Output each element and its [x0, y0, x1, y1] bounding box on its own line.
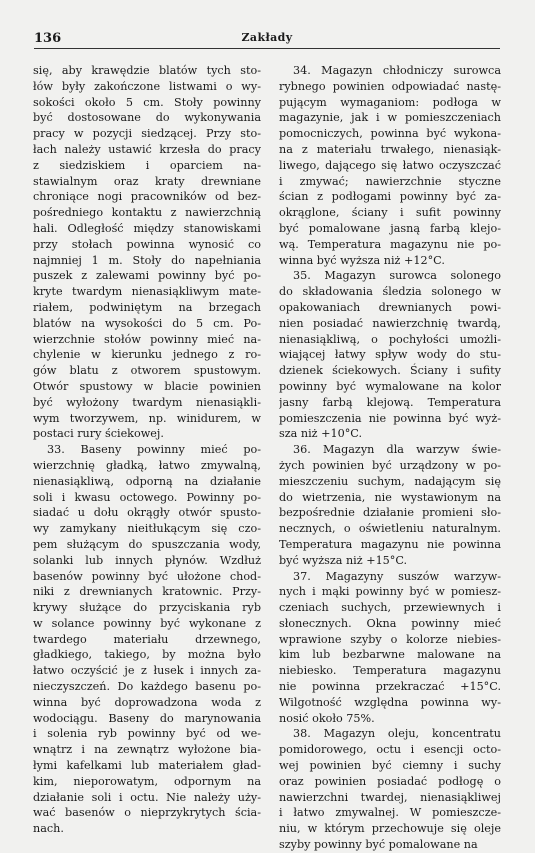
text-line: działanie soli i octu. Nie należy uży- [33, 790, 261, 804]
text-line: wierzchnię gładką, łatwo zmywalną, [33, 458, 261, 472]
text-line: wodociągu. Baseny do marynowania [33, 711, 261, 725]
text-line: chylenie w kierunku jednego z ro- [33, 348, 261, 362]
text-line: w solance powinny być wykonane z [33, 616, 261, 630]
text-line: stawialnym oraz kraty drewniane [33, 174, 261, 188]
text-line: łymi kafelkami lub materiałem gład- [33, 759, 261, 773]
text-line: siadać u dołu okrągły otwór spusto- [33, 506, 261, 520]
text-line: ścian z podłogami powinny być za- [279, 190, 501, 204]
text-line: nosić około 75%. [279, 711, 375, 725]
text-line: na z materiału trwałego, nienasiąk- [279, 142, 501, 156]
text-line: wą. Temperatura magazynu nie po- [279, 237, 501, 251]
text-line: pomieszczenia nie powinna być wyż- [279, 411, 501, 425]
text-line: hali. Odległość między stanowiskami [33, 221, 261, 235]
text-line: łatwo oczyścić je z łusek i innych za- [33, 664, 261, 678]
page-header [34, 28, 500, 48]
text-line: nieczyszczeń. Do każdego basenu po- [33, 680, 261, 694]
text-line: wy zamykany nieitłukącym się czo- [33, 522, 261, 536]
text-line: winna być wyższa niż +12°C. [279, 253, 445, 267]
left-column [33, 63, 261, 837]
text-line: się, aby krawędzie blatów tych sto- [33, 64, 261, 77]
text-line: oraz powinien posiadać podłogę o [279, 774, 501, 788]
text-line: nie powinna przekraczać +15°C. [279, 680, 501, 694]
text-line: żych powinien być urządzony w po- [279, 458, 501, 472]
text-line: pującym wymaganiom: podłoga w [279, 95, 501, 109]
text-line: kim lub bezbarwne malowane na [279, 648, 501, 662]
text-line: nych i mąki powinny być w pomiesz- [279, 585, 501, 599]
text-line: być wyłożony twardym nienasiąkli- [33, 395, 261, 409]
text-line: do wietrzenia, nie wystawionym na [279, 490, 501, 504]
text-line: gów blatu z otworem spustowym. [33, 364, 261, 378]
text-line: powinny być wymalowane na kolor [279, 379, 501, 393]
text-line: magazynie, jak i w pomieszczeniach [279, 111, 501, 125]
text-line: wierzchnie stołów powinny mieć na- [33, 332, 261, 346]
text-line: być pomalowane jasną farbą klejo- [279, 221, 501, 235]
text-line: okrąglone, ściany i sufit powinny [279, 206, 501, 220]
text-line: jasny farbą klejową. Temperatura [279, 395, 501, 409]
text-line: pem służącym do spuszczania wody, [33, 537, 261, 551]
text-line: łach należy ustawić krzesła do pracy [33, 142, 261, 156]
text-line: pracy w pozycji siedzącej. Przy sto- [33, 127, 261, 141]
text-line: soli i kwasu octowego. Powinny po- [33, 490, 261, 504]
text-line: wym tworzywem, np. winidurem, w [33, 411, 261, 425]
text-line: pomocniczych, powinna być wykona- [279, 127, 501, 141]
text-line: szyby powinny być pomalowane na [279, 838, 478, 852]
text-line: kim, nieporowatym, odpornym na [33, 774, 261, 788]
text-line: nawierzchni twardej, nienasiąkliwej [279, 790, 501, 804]
text-line: opakowaniach drewnianych powi- [279, 300, 501, 314]
text-line: krywy służące do przyciskania ryb [33, 601, 261, 615]
text-line: i zmywać; nawierzchnie styczne [279, 174, 501, 188]
text-line: z siedziskiem i oparciem na- [33, 158, 261, 172]
text-line: do składowania śledzia solonego w [279, 285, 501, 299]
text-line: blatów na wysokości do 5 cm. Po- [33, 316, 261, 330]
text-line: najmniej 1 m. Stoły do napełniania [33, 253, 261, 267]
page-number: 136 [34, 31, 62, 46]
text-line: kryte twardym nienasiąkliwym mate- [33, 285, 261, 299]
text-line: i solenia ryb powinny być od we- [33, 727, 261, 741]
header-rule [34, 48, 500, 49]
text-line: być dostosowane do wykonywania [33, 111, 261, 125]
text-line: 36. Magazyn dla warzyw świe- [293, 443, 501, 457]
text-line: puszek z zalewami powinny być po- [33, 269, 261, 283]
text-line: wnątrz i na zewnątrz wyłożone bia- [33, 743, 261, 757]
text-line: czeniach suchych, przewiewnych i [279, 601, 501, 615]
text-line: 33. Baseny powinny mieć po- [47, 443, 261, 457]
text-line: liwego, dającego się łatwo oczyszczać [279, 158, 501, 172]
text-line: wej powinien być ciemny i suchy [279, 759, 501, 773]
text-line: nienasiąkliwą, o pochyłości umożli- [279, 332, 501, 346]
text-line: necznych, o oświetleniu naturalnym. [279, 522, 501, 536]
text-line: sza niż +10°C. [279, 427, 363, 441]
text-line: 38. Magazyn oleju, koncentratu [293, 727, 501, 741]
text-line: być wyższa niż +15°C. [279, 553, 408, 567]
text-line: i łatwo zmywalnej. W pomieszcze- [279, 806, 501, 820]
text-line: winna być doprowadzona woda z [33, 695, 261, 709]
text-line: chroniące nogi pracowników od bez- [33, 190, 261, 204]
text-line: nach. [33, 822, 64, 836]
text-line: wać basenów o nieprzykrytych ścia- [33, 806, 261, 820]
text-line: gładkiego, takiego, by można było [33, 648, 261, 662]
text-line: pośredniego kontaktu z nawierzchnią [33, 206, 261, 220]
text-line: wprawione szyby o kolorze niebies- [279, 632, 501, 646]
text-line: pomidorowego, octu i esencji octo- [279, 743, 501, 757]
text-line: nien posiadać nawierzchnię twardą, [279, 316, 501, 330]
text-line: postaci rury ściekowej. [33, 427, 164, 441]
text-line: niebiesko. Temperatura magazynu [279, 664, 501, 678]
text-line: twardego materiału drzewnego, [33, 632, 261, 646]
text-line: Temperatura magazynu nie powinna [279, 537, 501, 551]
text-line: niki z drewnianych kratownic. Przy- [33, 585, 261, 599]
text-line: rybnego powinien odpowiadać nastę- [279, 79, 501, 93]
text-line: riałem, podwiniętym na brzegach [33, 300, 261, 314]
text-line: 35. Magazyn surowca solonego [293, 269, 501, 283]
text-line: bezpośrednie działanie promieni sło- [279, 506, 501, 520]
text-line: 37. Magazyny suszów warzyw- [293, 569, 501, 583]
right-column [279, 63, 501, 853]
text-line: wiającej łatwy spływ wody do stu- [279, 348, 501, 362]
text-line: dzienek ściekowych. Ściany i sufity [279, 364, 501, 378]
text-line: słonecznych. Okna powinny mieć [279, 616, 501, 630]
text-line: solanki lub innych płynów. Wzdłuż [33, 553, 261, 567]
text-line: Otwór spustowy w blacie powinien [33, 379, 261, 393]
text-line: sokości około 5 cm. Stoły powinny [33, 95, 261, 109]
text-line: Wilgotność względna powinna wy- [279, 695, 501, 709]
text-line: łów były zakończone listwami o wy- [33, 79, 261, 93]
text-line: mieszczeniu suchym, nadającym się [279, 474, 501, 488]
text-line: 34. Magazyn chłodniczy surowca [293, 64, 501, 77]
text-line: przy stołach powinna wynosić co [33, 237, 261, 251]
text-line: nienasiąkliwą, odporną na działanie [33, 474, 261, 488]
running-head: Zakłady [241, 31, 293, 44]
text-line: niu, w którym przechowuje się oleje [279, 822, 501, 836]
text-line: basenów powinny być ułożone chod- [33, 569, 261, 583]
